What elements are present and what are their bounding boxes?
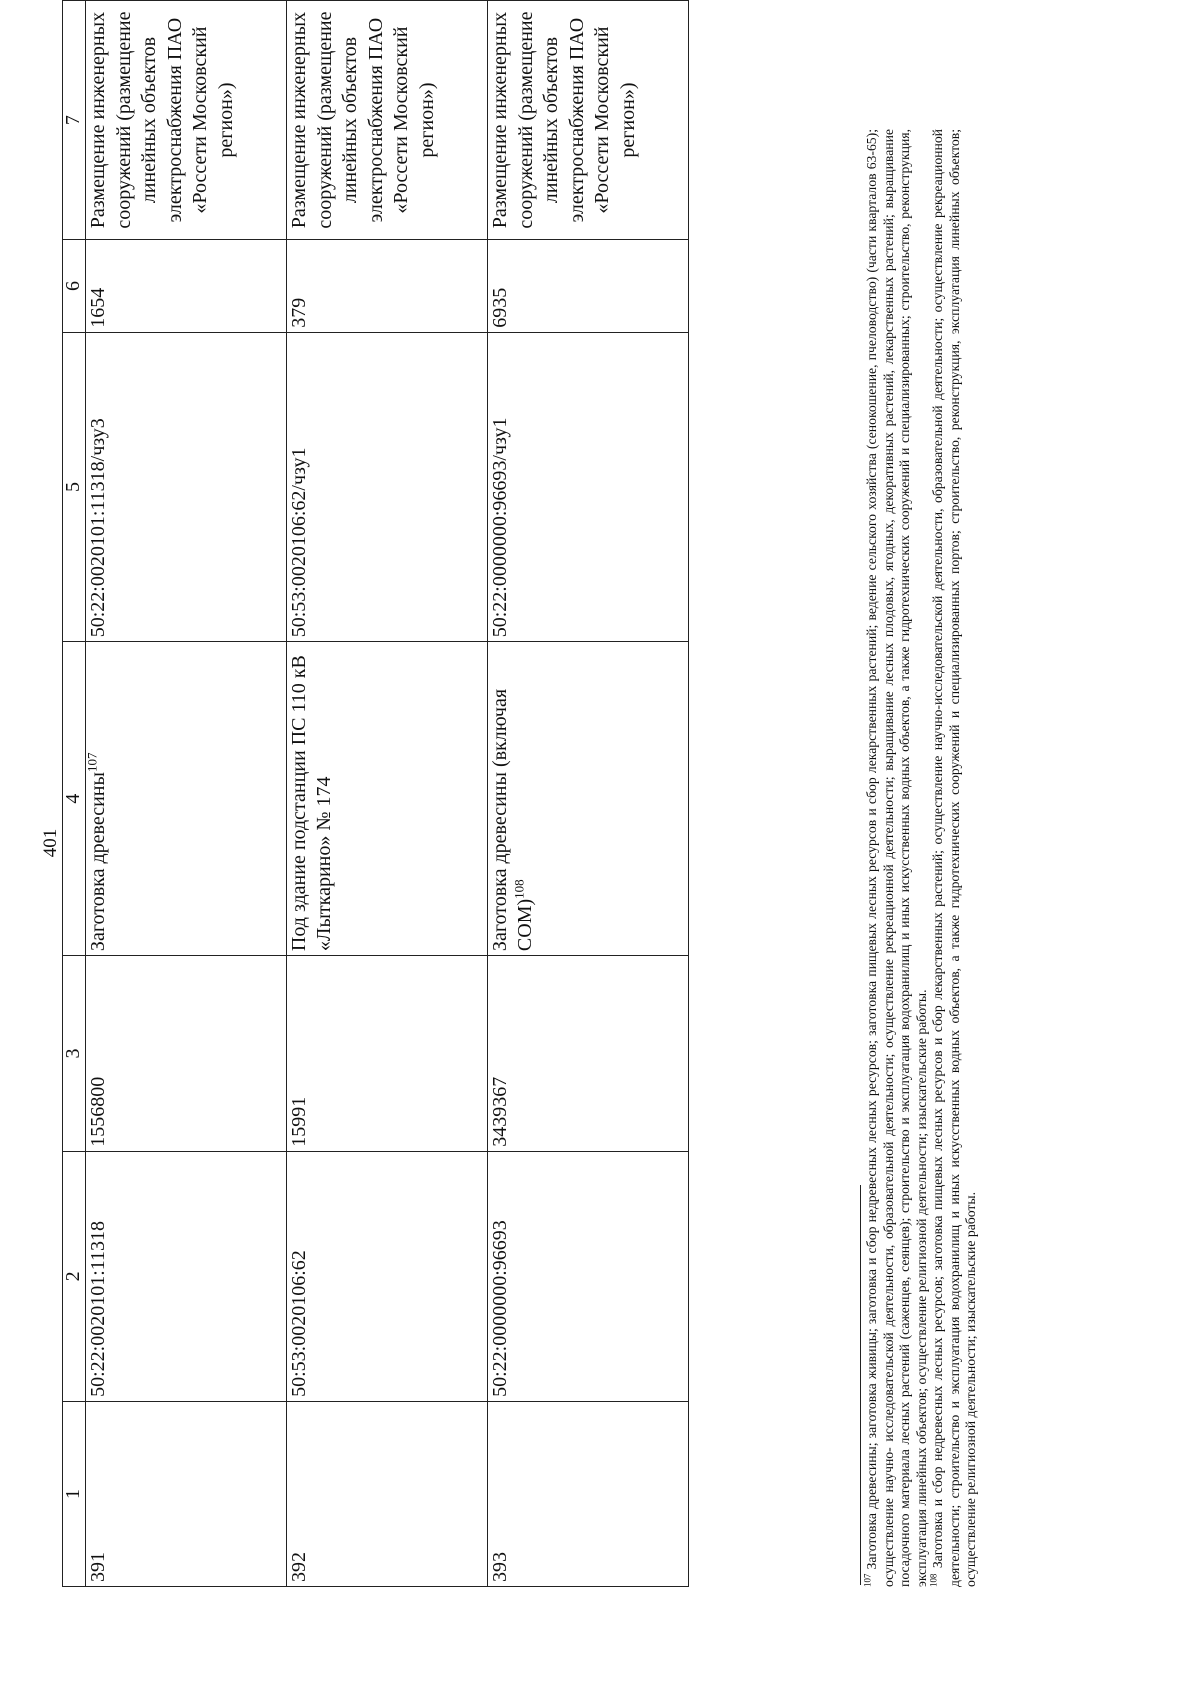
permitted-use-text: Заготовка древесины (включая СОМ) xyxy=(489,688,536,952)
permitted-use xyxy=(488,642,689,956)
page-number: 401 xyxy=(40,828,61,858)
footnote-mark: 107 xyxy=(862,1573,873,1587)
plot-area: 3439367 xyxy=(488,956,689,1152)
table-row xyxy=(86,1,287,1587)
part-number: 50:53:0020106:62/чзу1 xyxy=(287,332,488,642)
footnote-ref: 107 xyxy=(84,752,100,773)
footnote-mark: 108 xyxy=(928,1573,939,1587)
plot-area: 1556800 xyxy=(86,956,287,1152)
col-header-6: 6 xyxy=(63,240,86,333)
footnote-separator xyxy=(860,1185,861,1585)
footnotes xyxy=(864,129,980,1587)
footnote-ref: 108 xyxy=(511,879,527,899)
col-header-3: 3 xyxy=(63,956,86,1152)
permitted-use xyxy=(86,642,287,956)
permitted-use xyxy=(287,642,488,956)
permitted-use-text: Заготовка древесины xyxy=(87,772,109,952)
table-row xyxy=(287,1,488,1587)
part-area: 379 xyxy=(287,240,488,333)
part-number: 50:22:0020101:11318/чзу3 xyxy=(86,332,287,642)
plot-area: 15991 xyxy=(287,956,488,1152)
header-row xyxy=(63,1,86,1587)
cadastral-number: 50:22:0000000:96693 xyxy=(488,1151,689,1401)
part-area: 6935 xyxy=(488,240,689,333)
col-header-2: 2 xyxy=(63,1151,86,1401)
row-number: 393 xyxy=(488,1401,689,1586)
row-number: 391 xyxy=(86,1401,287,1586)
row-number: 392 xyxy=(287,1401,488,1586)
col-header-5: 5 xyxy=(63,332,86,642)
col-header-7: 7 xyxy=(63,1,86,240)
part-purpose: Размещение инженерных сооружений (размещение линейных объектов электроснабжения ПАО «Россети Московский регион») xyxy=(287,1,488,240)
table-row xyxy=(488,1,689,1587)
footnote-text: Заготовка и сбор недревесных лесных ресурсов; заготовка пищевых лесных ресурсов и сбор лекарственных растений; осуществление научно-исследовательской деятельности, образовательной деятельности; осуществление рекреационной деятельности; строительство и эксплуатация водохранилищ и иных искусственных водных объектов, а также гидротехнических сооружений и специализированных портов; строительство, реконструкция, эксплуатация линейных объектов; осуществление религиозной деятельности; изыскательские работы. xyxy=(930,129,978,1587)
part-purpose: Размещение инженерных сооружений (размещение линейных объектов электроснабжения ПАО «Россети Московский регион») xyxy=(86,1,287,240)
permitted-use-text: Под здание подстанции ПС 110 кВ «Лыткарино» № 174 xyxy=(288,655,335,952)
col-header-4: 4 xyxy=(63,642,86,956)
land-plots-table xyxy=(62,0,689,1587)
cadastral-number: 50:22:0020101:11318 xyxy=(86,1151,287,1401)
footnote-text: Заготовка древесины; заготовка живицы; заготовка и сбор недревесных лесных ресурсов; заготовка пищевых лесных ресурсов и сбор лекарственных растений; ведение сельского хозяйства (сенокошение, пчеловодство) (части кварталов 63-65); осуществление научно- исследовательской деятельности, образовательной деятельности; осуществление рекреационной деятельности; выращивание лесных плодовых, ягодных, декоративных растений, лекарственных растений; выращивание посадочного материала лесных растений (саженцев, сеянцев); строительство и эксплуатация водохранилищ и иных искусственных водных объектов, а также гидротехнических сооружений и специализированных; строительство, реконструкция, эксплуатация линейных объектов; осуществление религиозной деятельности; изыскательские работы. xyxy=(864,129,929,1587)
cadastral-number: 50:53:0020106:62 xyxy=(287,1151,488,1401)
footnote-108 xyxy=(930,129,980,1587)
part-area: 1654 xyxy=(86,240,287,333)
part-number: 50:22:0000000:96693/чзу1 xyxy=(488,332,689,642)
col-header-1: 1 xyxy=(63,1401,86,1586)
part-purpose: Размещение инженерных сооружений (размещение линейных объектов электроснабжения ПАО «Россети Московский регион») xyxy=(488,1,689,240)
footnote-107 xyxy=(864,129,930,1587)
